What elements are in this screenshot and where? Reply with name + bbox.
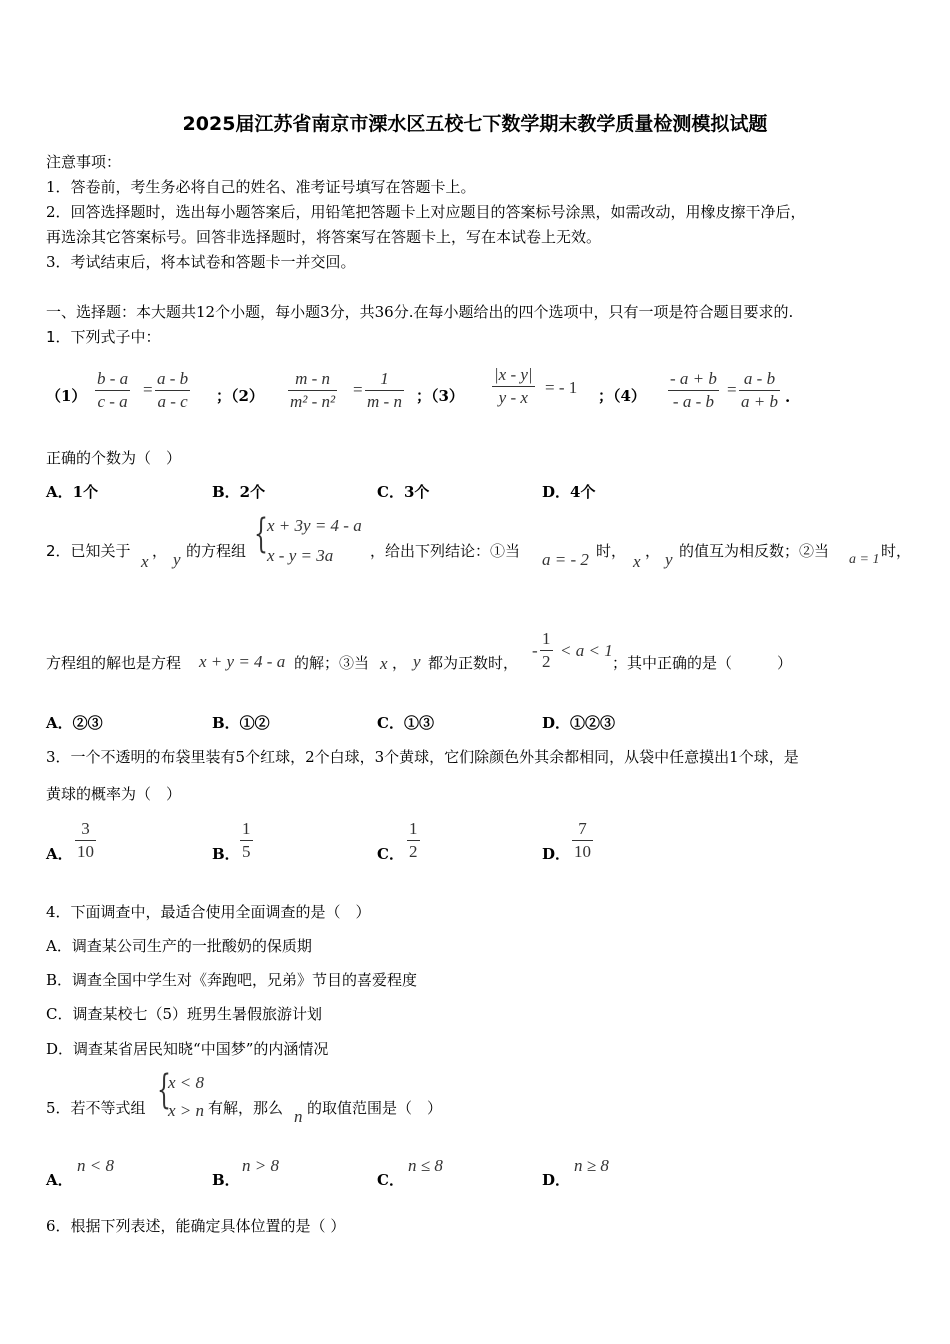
q3-d-den: 10	[574, 842, 591, 861]
q3-c-num: 1	[409, 819, 418, 838]
q2-text-when-2: 时，	[881, 542, 912, 560]
q1-e1-frac-left	[95, 368, 130, 413]
q2-option-a: A．②③	[46, 714, 103, 732]
q1-option-d: D．4个	[542, 483, 596, 501]
q3-stem-2: 黄球的概率为（ ）	[46, 785, 182, 803]
q1-e1-num2: a - b	[157, 369, 189, 388]
q2-system-eq2: x - y = 3a	[267, 546, 334, 565]
q3-a-num: 3	[81, 819, 90, 838]
q2-system-eq1: x + 3y = 4 - a	[267, 516, 362, 535]
q2-text-conclusion: ，给出下列结论：①当	[370, 542, 521, 560]
q3-b-num: 1	[242, 819, 251, 838]
q1-e4-den2: a + b	[741, 392, 778, 411]
q1-e4-equals: =	[727, 380, 737, 399]
q2-ineq-frac	[540, 628, 553, 673]
notice-item-2-cont: 再选涂其它答案标号。回答非选择题时，将答案写在答题卡上，写在本试卷上无效。	[46, 228, 602, 246]
q5-option-c-label: C．	[377, 1171, 404, 1189]
q3-option-b-frac	[240, 818, 253, 863]
q3-d-num: 7	[578, 819, 587, 838]
q2-cond-2: a = 1	[849, 552, 880, 567]
q2-text-when: 时，	[596, 542, 627, 560]
q2-text-about: 已知关于	[70, 542, 131, 560]
q2-ineq-minus: -	[532, 641, 538, 660]
notice-item-3: 3．考试结束后，将本试卷和答题卡一并交回。	[46, 253, 356, 271]
q5-text-3: 的取值范围是（ ）	[307, 1099, 443, 1117]
q5-system-eq2: x > n	[168, 1101, 205, 1120]
q1-e3-frac	[492, 364, 535, 409]
q3-c-den: 2	[409, 842, 418, 861]
q5-option-d-label: D．	[542, 1171, 571, 1189]
q2-ineq-num: 1	[542, 629, 551, 648]
q1-option-a: A．1个	[46, 483, 99, 501]
q1-e4-den1: - a - b	[672, 392, 714, 411]
q3-option-d-frac	[572, 818, 593, 863]
q2-var-x: x	[141, 552, 149, 571]
q4-option-c: C．调查某校七（5）班男生暑假旅游计划	[46, 1005, 323, 1023]
q1-stem	[46, 328, 161, 346]
q2-var-x-3: x	[380, 654, 388, 673]
q2-text-solution: 方程组的解也是方程	[46, 654, 182, 672]
q5-text-1: 5．若不等式组	[46, 1099, 146, 1117]
q2-option-d: D．①②③	[542, 714, 616, 732]
q4-option-a: A．调查某公司生产的一批酸奶的保质期	[46, 937, 312, 955]
page-title: 2025届江苏省南京市溧水区五校七下数学期末教学质量检测模拟试题	[182, 113, 768, 135]
q1-e3-rhs: = - 1	[545, 378, 578, 397]
q4-option-d: D．调查某省居民知晓“中国梦”的内涵情况	[46, 1040, 329, 1058]
q1-text: 下列式子中：	[70, 328, 161, 346]
q2-comma-1: ，	[152, 542, 168, 560]
q1-e1-num1: b - a	[97, 369, 129, 388]
q1-label-1: （1）	[46, 387, 87, 405]
q5-option-d: n ≥ 8	[574, 1156, 609, 1175]
q3-option-c-frac	[407, 818, 420, 863]
q2-text-1	[46, 542, 131, 560]
q2-text-opposite: 的值互为相反数；②当	[679, 542, 830, 560]
q1-e4-frac-right	[739, 368, 780, 413]
q2-option-c: C．①③	[377, 714, 434, 732]
q1-e1-den1: c - a	[97, 392, 128, 411]
section-header: 一、选择题：本大题共12个小题，每小题3分，共36分.在每小题给出的四个选项中，只有一项是符合题目要求的.	[46, 303, 794, 321]
q1-e2-frac-right	[365, 368, 404, 413]
q6-stem: 6．根据下列表述，能确定具体位置的是（ ）	[46, 1217, 346, 1235]
q1-option-c: C．3个	[377, 483, 430, 501]
q2-equation: x + y = 4 - a	[199, 652, 286, 671]
q5-var-n: n	[294, 1107, 303, 1126]
q1-question: 正确的个数为（ ）	[46, 449, 182, 467]
q3-b-den: 5	[242, 842, 251, 861]
q1-e2-equals: =	[353, 380, 363, 399]
q1-e2-den1: m² - n²	[290, 392, 336, 411]
q2-number: 2．	[46, 542, 71, 560]
q2-text-system: 的方程组	[186, 542, 247, 560]
notice-item-2: 2．回答选择题时，选出每小题答案后，用铅笔把答题卡上对应题目的答案标号涂黑，如需改动，用橡皮擦干净后，	[46, 203, 806, 221]
q3-option-a-frac	[75, 818, 96, 863]
q3-option-c-label: C．	[377, 845, 404, 863]
q2-text-when-3: 的解；③当	[294, 654, 370, 672]
q1-e4-num1: - a + b	[670, 369, 717, 388]
q1-e3-den: y - x	[498, 388, 528, 407]
q1-e2-frac-left	[288, 368, 337, 413]
q1-e2-num1: m - n	[295, 369, 331, 388]
q4-stem: 4．下面调查中，最适合使用全面调查的是（ ）	[46, 903, 371, 921]
q1-e4-num2: a - b	[743, 369, 776, 388]
q3-option-d-label: D．	[542, 845, 571, 863]
q1-option-b: B．2个	[212, 483, 266, 501]
q5-text-2: 有解，那么	[208, 1099, 284, 1117]
q1-e4-frac-left	[668, 368, 719, 413]
q5-option-c: n ≤ 8	[408, 1156, 443, 1175]
q3-option-a-label: A．	[46, 845, 73, 863]
q2-text-which: ；其中正确的是（ ）	[612, 654, 793, 672]
q2-comma-2: ，	[645, 542, 661, 560]
q1-label-2: ；（2）	[216, 387, 264, 405]
q1-e2-den2: m - n	[367, 392, 402, 411]
q1-number: 1．	[46, 328, 71, 346]
q5-system-eq1: x < 8	[168, 1073, 205, 1092]
q2-var-y-3: y	[413, 652, 421, 671]
q1-e3-num: |x - y|	[494, 365, 533, 384]
q2-cond-1: a = - 2	[542, 550, 589, 569]
q1-label-4: ；（4）	[598, 387, 646, 405]
q5-option-b: n > 8	[242, 1156, 279, 1175]
q1-e1-equals: =	[143, 380, 153, 399]
notice-item-1: 1．答卷前，考生务必将自己的姓名、准考证号填写在答题卡上。	[46, 178, 476, 196]
q2-text-positive: 都为正数时，	[428, 654, 519, 672]
q2-var-x-2: x	[633, 552, 641, 571]
q1-e1-den2: a - c	[157, 392, 188, 411]
q1-e4-end: .	[785, 388, 791, 406]
q1-e2-num2: 1	[380, 369, 389, 388]
q2-ineq-rest: < a < 1	[560, 641, 613, 660]
q4-option-b: B．调查全国中学生对《奔跑吧，兄弟》节目的喜爱程度	[46, 971, 418, 989]
q2-option-b: B．①②	[212, 714, 270, 732]
q5-option-a-label: A．	[46, 1171, 73, 1189]
q5-option-a: n < 8	[77, 1156, 114, 1175]
q2-system-brace: {	[254, 511, 268, 557]
q5-option-b-label: B．	[212, 1171, 240, 1189]
q1-e1-frac-right	[155, 368, 190, 413]
q2-var-y: y	[173, 550, 181, 569]
q3-a-den: 10	[77, 842, 94, 861]
q3-stem-1: 3．一个不透明的布袋里装有5个红球，2个白球，3个黄球，它们除颜色外其余都相同，从袋中任意摸出1个球，是	[46, 748, 799, 766]
q2-ineq-den: 2	[542, 652, 551, 671]
q5-system-brace: {	[157, 1067, 171, 1113]
q1-label-3: ；（3）	[416, 387, 464, 405]
q3-option-b-label: B．	[212, 845, 240, 863]
notice-heading: 注意事项：	[46, 153, 122, 171]
q2-var-y-2: y	[665, 550, 673, 569]
q2-comma-3: ，	[392, 654, 408, 672]
